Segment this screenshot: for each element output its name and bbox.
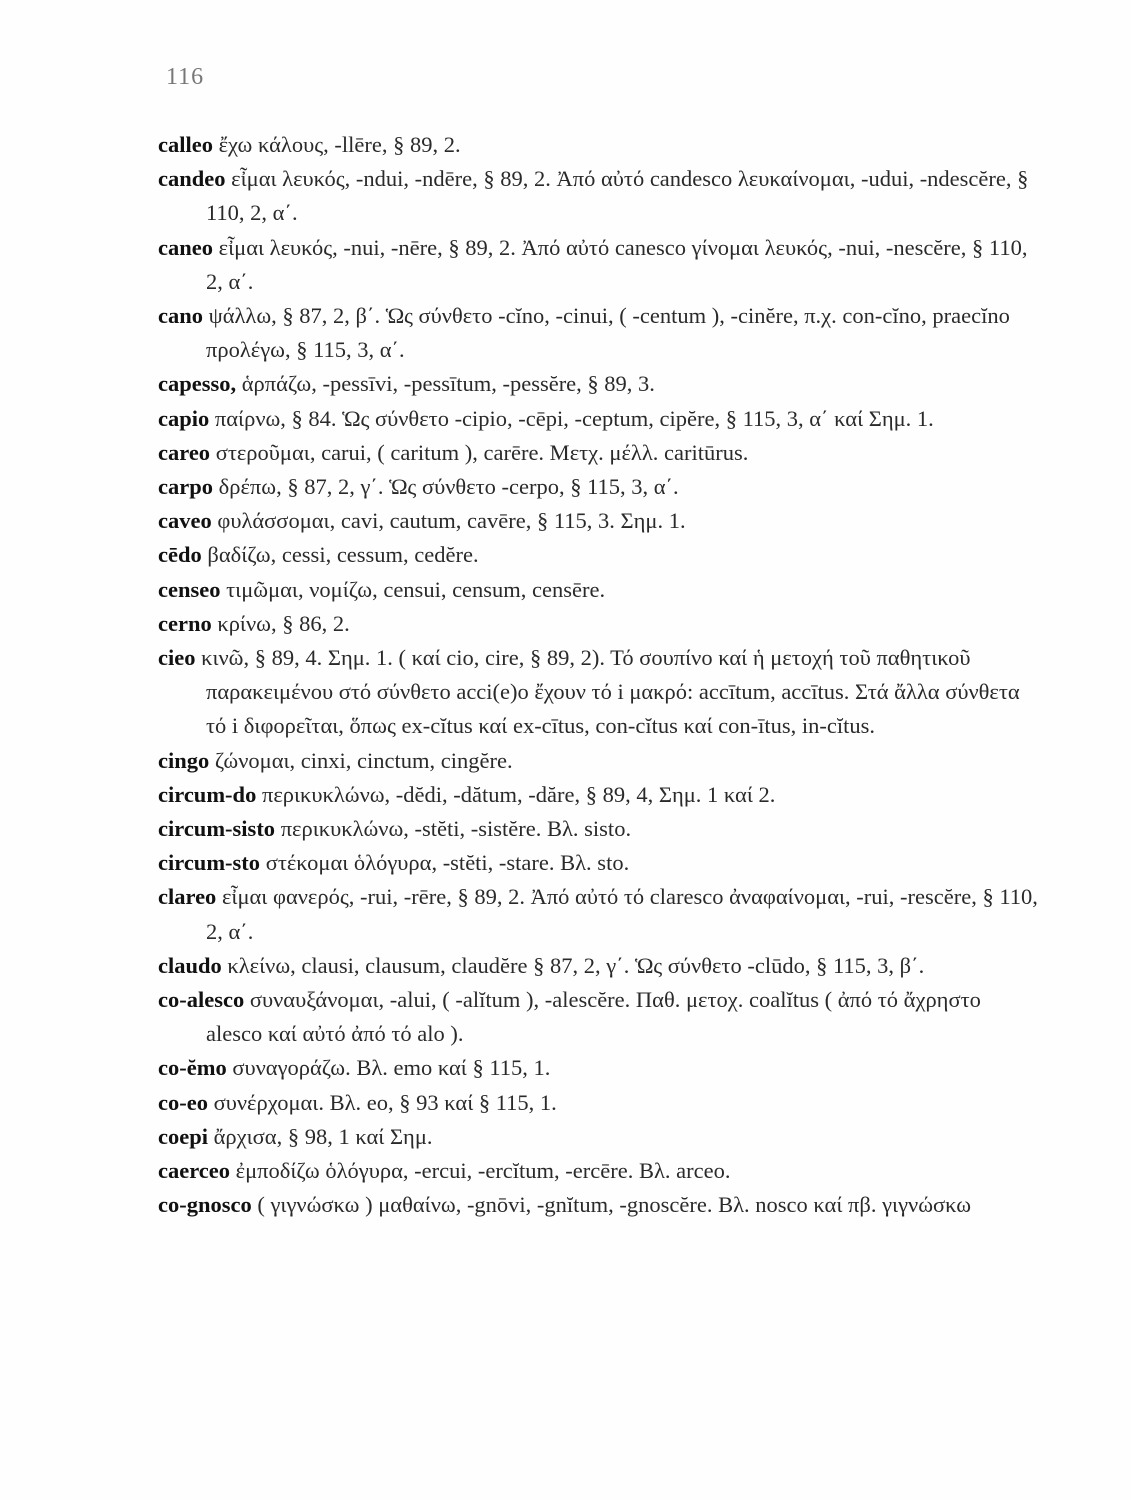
headword: circum-sto [158, 850, 261, 876]
entry [158, 949, 1038, 983]
headword: capio [158, 405, 210, 431]
definition: περικυκλώνω, -stĕti, -sistĕre. Βλ. sisto. [280, 816, 632, 842]
definition: κρίνω, § 86, 2. [217, 610, 350, 636]
headword: claudo [158, 952, 222, 978]
entry [158, 367, 1038, 401]
headword: cingo [158, 747, 210, 773]
entry [158, 812, 1038, 846]
entry [158, 880, 1038, 948]
entry [158, 607, 1038, 641]
definition: εἶμαι φανερός, -rui, -rēre, § 89, 2. Ἀπό αὐτό τό claresco ἀναφαίνομαι, -rui, -rescĕre, § 110, 2, α΄. [206, 884, 1038, 944]
definition: φυλάσσομαι, cavi, cautum, cavēre, § 115, 3. Σημ. 1. [217, 508, 686, 534]
entry [158, 1051, 1038, 1085]
definition: ἐμποδίζω ὁλόγυρα, -ercui, -ercĭtum, -ercēre. Βλ. arceo. [235, 1158, 731, 1184]
definition: συνέρχομαι. Βλ. eo, § 93 καί § 115, 1. [213, 1089, 557, 1115]
entry [158, 1154, 1038, 1188]
entry [158, 470, 1038, 504]
headword: carpo [158, 474, 213, 500]
entry [158, 641, 1038, 744]
entry [158, 299, 1038, 367]
headword: capesso, [158, 371, 237, 397]
definition: συναγοράζω. Βλ. emo καί § 115, 1. [232, 1055, 551, 1081]
headword: coepi [158, 1123, 208, 1149]
definition: κινῶ, § 89, 4. Σημ. 1. ( καί cio, cire, § 89, 2). Τό σουπίνο καί ἡ μετοχή τοῦ παθητικοῦ παρακειμένου στό σύνθετο acci(e)o ἔχουν τό i μακρό: accītum, accītus. Στά ἄλλα σύνθετα τό i διφορεῖται, ὅπως ex-cĭtus καί ex-cītus, con-cĭtus καί con-ītus, in-cĭtus. [201, 645, 1020, 739]
definition: παίρνω, § 84. Ὡς σύνθετο -cipio, -cēpi, -ceptum, cipĕre, § 115, 3, α΄ καί Σημ. 1. [214, 405, 934, 431]
entry [158, 128, 1038, 162]
definition: στεροῦμαι, carui, ( caritum ), carēre. Μετχ. μέλλ. caritūrus. [215, 439, 749, 465]
entry [158, 162, 1038, 230]
headword: circum-do [158, 781, 257, 807]
verb-entry-list [158, 128, 1038, 1223]
headword: caerceo [158, 1158, 231, 1184]
definition: ζώνομαι, cinxi, cinctum, cingĕre. [214, 747, 513, 773]
headword: cerno [158, 610, 212, 636]
definition: εἶμαι λευκός, -nui, -nēre, § 89, 2. Ἀπό αὐτό canesco γίνομαι λευκός, -nui, -nescĕre, § 110, 2, α΄. [206, 234, 1028, 294]
headword: co-ĕmo [158, 1055, 227, 1081]
definition: στέκομαι ὁλόγυρα, -stĕti, -stare. Βλ. sto. [265, 850, 630, 876]
entry [158, 504, 1038, 538]
headword: censeo [158, 576, 221, 602]
entry [158, 231, 1038, 299]
headword: clareo [158, 884, 217, 910]
entry [158, 402, 1038, 436]
entry [158, 573, 1038, 607]
headword: co-gnosco [158, 1192, 252, 1218]
definition: κλείνω, clausi, clausum, claudĕre § 87, 2, γ΄. Ὡς σύνθετο -clūdo, § 115, 3, β΄. [227, 952, 925, 978]
definition: ἄρχισα, § 98, 1 καί Σημ. [213, 1123, 433, 1149]
definition: δρέπω, § 87, 2, γ΄. Ὡς σύνθετο -cerpo, § 115, 3, α΄. [218, 474, 679, 500]
definition: ψάλλω, § 87, 2, β΄. Ὡς σύνθετο -cĭno, -cinui, ( -centum ), -cinĕre, π.χ. con-cĭno, praecĭno προλέγω, § 115, 3, α΄. [206, 303, 1010, 363]
entry [158, 744, 1038, 778]
headword: co-eo [158, 1089, 208, 1115]
entry [158, 778, 1038, 812]
page-number: 116 [166, 64, 205, 90]
headword: candeo [158, 166, 226, 192]
definition: συναυξάνομαι, -alui, ( -alĭtum ), -alescĕre. Παθ. μετοχ. coalĭtus ( ἀπό τό ἄχρηστο alesco καί αὐτό ἀπό τό alo ). [206, 987, 981, 1047]
headword: co-alesco [158, 987, 245, 1013]
headword: circum-sisto [158, 816, 276, 842]
entry [158, 983, 1038, 1051]
entry [158, 1120, 1038, 1154]
definition: ( γιγνώσκω ) μαθαίνω, -gnōvi, -gnĭtum, -gnoscĕre. Βλ. nosco καί πβ. γιγνώσκω [257, 1192, 972, 1218]
definition: ἔχω κάλους, -llēre, § 89, 2. [218, 132, 461, 157]
headword: careo [158, 439, 211, 465]
entry [158, 1086, 1038, 1120]
headword: cano [158, 303, 203, 329]
headword: caveo [158, 508, 212, 534]
entry [158, 1188, 1038, 1222]
definition: τιμῶμαι, νομίζω, censui, censum, censēre. [226, 576, 606, 602]
headword: calleo [158, 132, 213, 157]
definition: ἁρπάζω, -pessīvi, -pessītum, -pessĕre, § 89, 3. [241, 371, 655, 397]
headword: cieo [158, 645, 196, 671]
definition: περικυκλώνω, -dĕdi, -dătum, -dăre, § 89, 4, Σημ. 1 καί 2. [261, 781, 776, 807]
headword: cēdo [158, 542, 202, 568]
entry [158, 846, 1038, 880]
definition: βαδίζω, cessi, cessum, cedĕre. [207, 542, 479, 568]
definition: εἶμαι λευκός, -ndui, -ndēre, § 89, 2. Ἀπό αὐτό candesco λευκαίνομαι, -udui, -ndescĕre, § 110, 2, α΄. [206, 166, 1029, 226]
entry [158, 538, 1038, 572]
headword: caneo [158, 234, 213, 260]
entry [158, 436, 1038, 470]
